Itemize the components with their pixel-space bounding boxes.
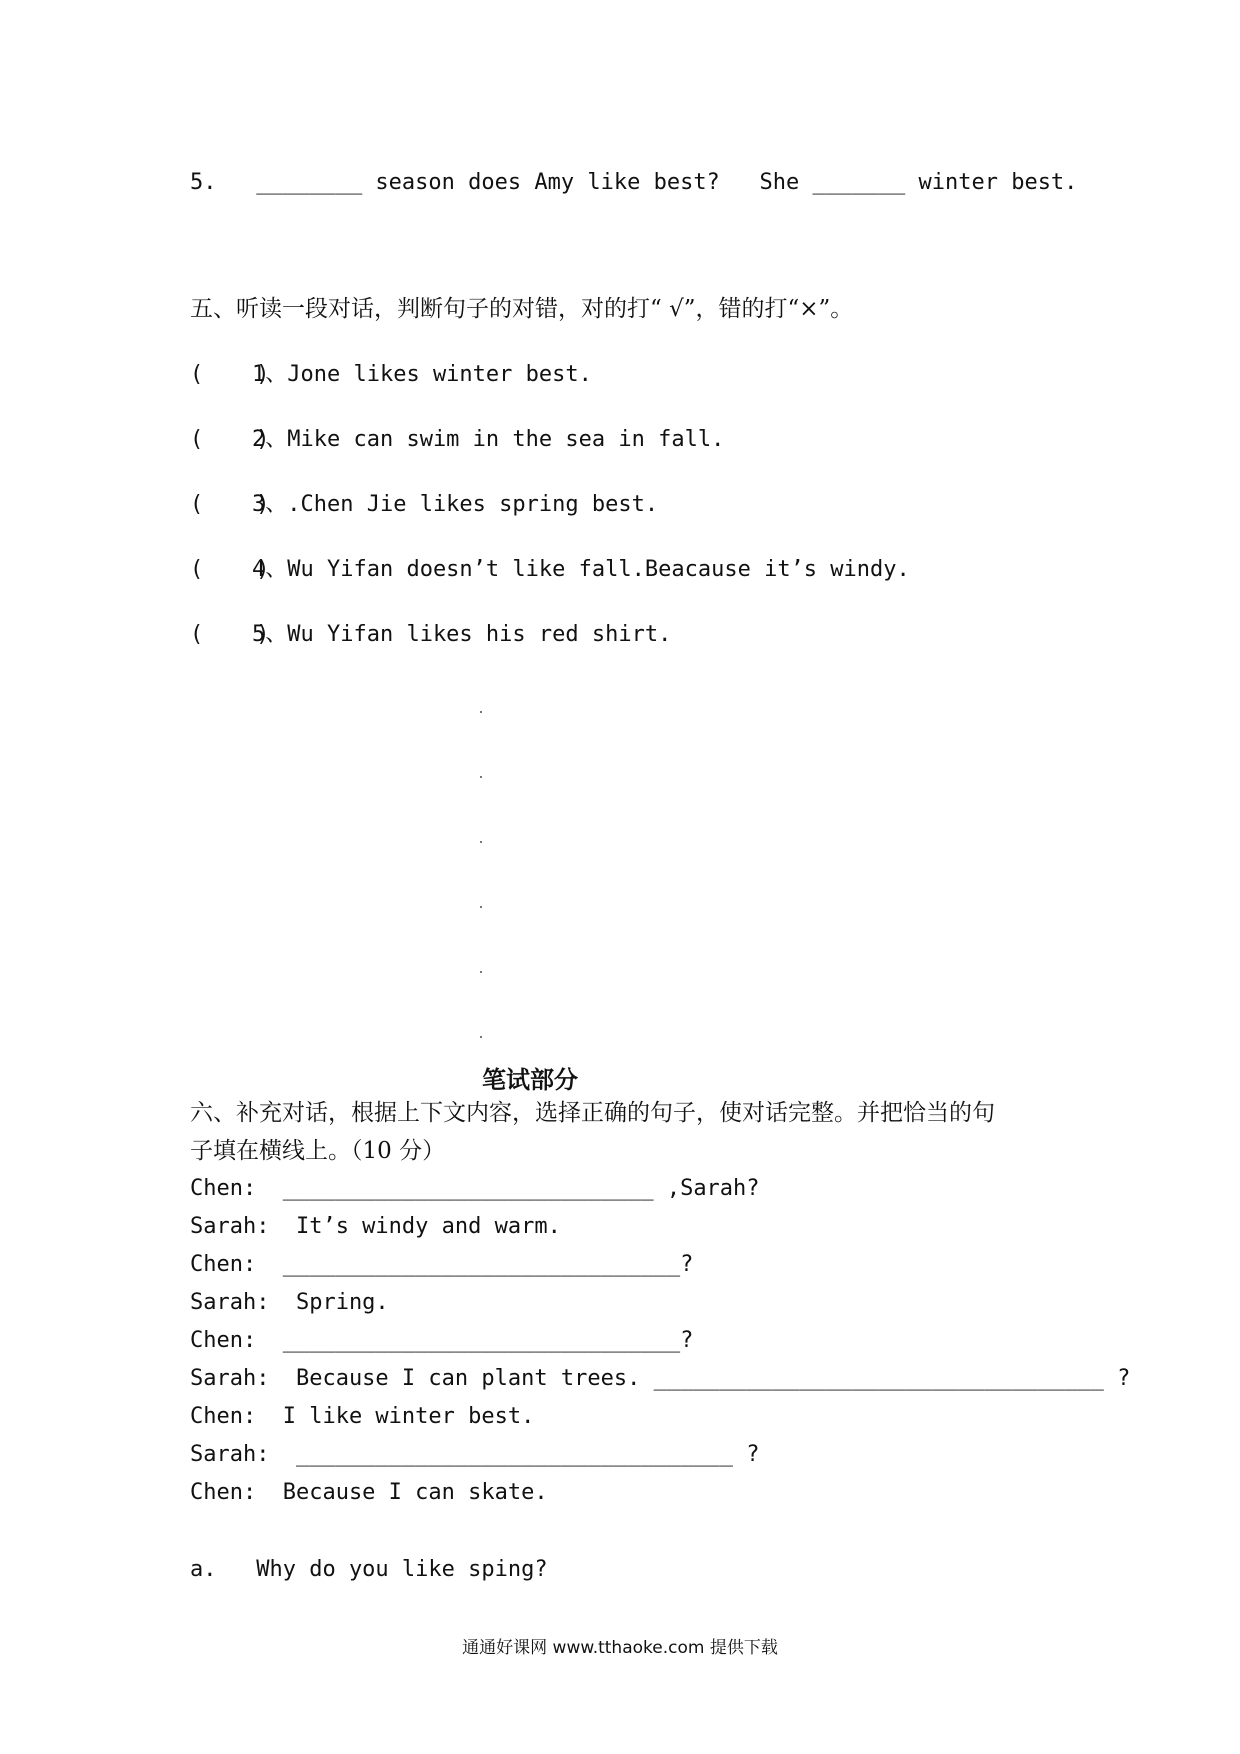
dialogue-line-8: Sarah: _________________________________ ? (190, 1442, 760, 1467)
answer-paren[interactable]: ( ) (190, 557, 270, 582)
answer-paren[interactable]: ( ) (190, 427, 270, 452)
judge-item-text: 4、Wu Yifan doesn’t like fall.Beacause it’s windy. (252, 557, 910, 582)
answer-paren[interactable]: ( ) (190, 362, 270, 387)
judge-item-1 (190, 360, 592, 390)
section-6-heading-line-1: 六、补充对话，根据上下文内容，选择正确的句子，使对话完整。并把恰当的句 (190, 1100, 995, 1126)
dot-mark (480, 776, 482, 778)
dialogue-line-9: Chen: Because I can skate. (190, 1480, 548, 1505)
dialogue-line-5: Chen: ______________________________? (190, 1328, 694, 1353)
section-5-heading: 五、听读一段对话，判断句子的对错，对的打“ √”，错的打“×”。 (190, 296, 854, 322)
judge-item-3 (190, 490, 658, 520)
judge-item-text: 3、.Chen Jie likes spring best. (252, 492, 659, 517)
section-6-heading-line-2: 子填在横线上。（10 分） (190, 1138, 446, 1164)
option-a: a. Why do you like sping? (190, 1557, 548, 1582)
judge-item-5 (190, 620, 671, 650)
judge-item-text: 2、Mike can swim in the sea in fall. (252, 427, 725, 452)
written-section-title: 笔试部分 (482, 1065, 578, 1094)
dialogue-line-6: Sarah: Because I can plant trees. __________________________________ ? (190, 1366, 1131, 1391)
dialogue-line-2: Sarah: It’s windy and warm. (190, 1214, 561, 1239)
judge-item-4 (190, 555, 910, 585)
judge-item-2 (190, 425, 724, 455)
question-5: 5. ________ season does Amy like best? She _______ winter best. (190, 170, 1078, 195)
dialogue-line-7: Chen: I like winter best. (190, 1404, 535, 1429)
judge-item-text: 1、Jone likes winter best. (252, 362, 592, 387)
dialogue-line-3: Chen: ______________________________? (190, 1252, 694, 1277)
answer-paren[interactable]: ( ) (190, 622, 270, 647)
dialogue-line-1: Chen: ____________________________ ,Sarah? (190, 1176, 760, 1201)
dot-mark (480, 1036, 482, 1038)
dialogue-line-4: Sarah: Spring. (190, 1290, 389, 1315)
page-footer: 通通好课网 www.tthaoke.com 提供下载 (462, 1638, 778, 1658)
answer-paren[interactable]: ( ) (190, 492, 270, 517)
dot-mark (480, 841, 482, 843)
dot-mark (480, 711, 482, 713)
judge-item-text: 5、Wu Yifan likes his red shirt. (252, 622, 672, 647)
dot-mark (480, 971, 482, 973)
dot-mark (480, 906, 482, 908)
